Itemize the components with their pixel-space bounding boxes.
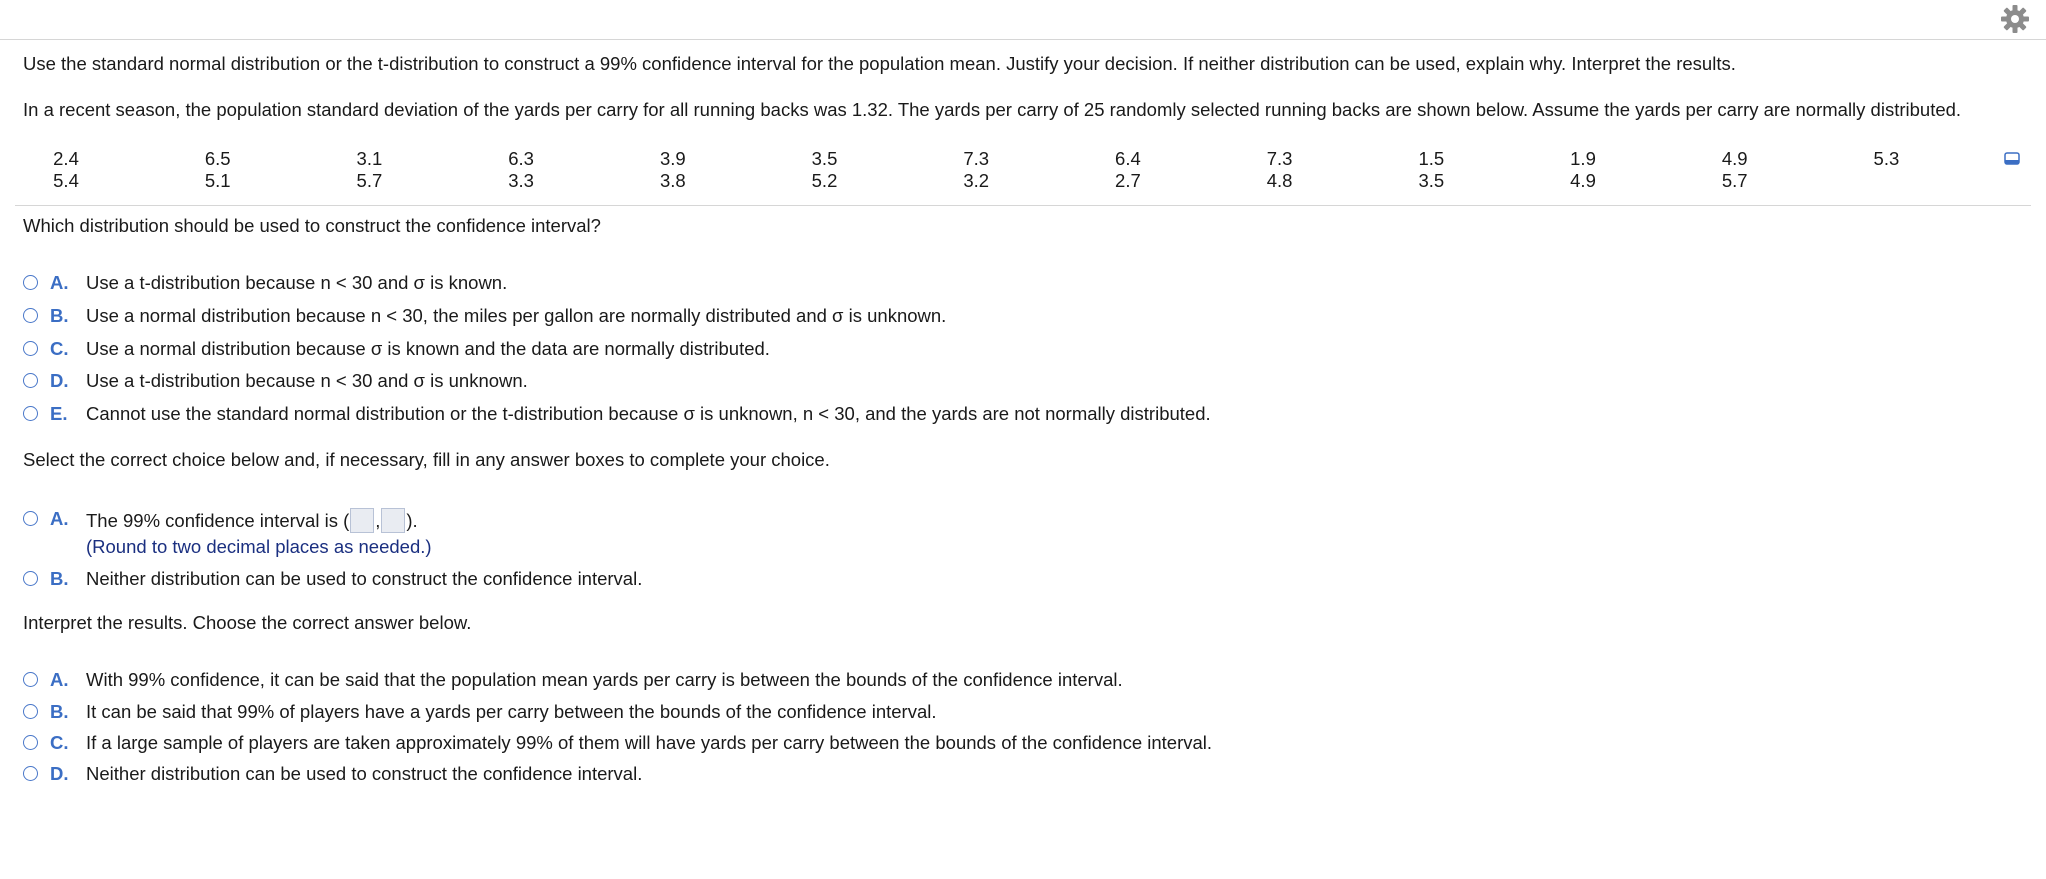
radio-button[interactable] — [23, 571, 38, 586]
divider — [15, 205, 2031, 206]
radio-button[interactable] — [23, 766, 38, 781]
top-toolbar — [0, 0, 2046, 40]
interval-upper-input[interactable] — [381, 508, 405, 533]
problem-instruction: Use the standard normal distribution or the t-distribution to construct a 99% confidence interval for the population mean. Justify your decision. If neither distribution can be used, explain why. Interpret the results. — [23, 53, 1736, 74]
data-cell: 3.5 — [1418, 170, 1445, 191]
copy-data-icon[interactable] — [2004, 152, 2020, 165]
radio-button[interactable] — [23, 672, 38, 687]
data-cell: 3.2 — [963, 170, 990, 191]
data-table — [23, 148, 1953, 194]
data-cell: 7.3 — [963, 148, 990, 169]
data-cell: 3.5 — [811, 148, 838, 169]
data-cell: 4.9 — [1721, 148, 1748, 169]
data-cell: 2.4 — [53, 148, 79, 169]
data-cell: 1.5 — [1418, 148, 1445, 169]
radio-button[interactable] — [23, 704, 38, 719]
data-cell: 4.8 — [1266, 170, 1293, 191]
interval-lower-input[interactable] — [350, 508, 374, 533]
gear-icon[interactable] — [1998, 2, 2032, 36]
data-cell: 5.1 — [204, 170, 231, 191]
data-cell: 7.3 — [1266, 148, 1293, 169]
radio-button[interactable] — [23, 308, 38, 323]
data-cell: 5.7 — [1721, 170, 1748, 191]
data-cell: 3.9 — [659, 148, 686, 169]
radio-button[interactable] — [23, 735, 38, 750]
data-cell: 3.1 — [356, 148, 383, 169]
data-cell: 6.3 — [508, 148, 534, 169]
question-3-prompt: Interpret the results. Choose the correct answer below. — [23, 612, 472, 633]
data-cell: 6.4 — [1115, 148, 1141, 169]
data-cell: 5.7 — [356, 170, 383, 191]
radio-button[interactable] — [23, 275, 38, 290]
question-2-prompt: Select the correct choice below and, if necessary, fill in any answer boxes to complete your choice. — [23, 449, 830, 470]
problem-description: In a recent season, the population standard deviation of the yards per carry for all running backs was 1.32. The yards per carry of 25 randomly selected running backs are shown below. Assume the yards per carry are normally distributed. — [23, 99, 1962, 120]
data-cell: 3.8 — [659, 170, 686, 191]
radio-button[interactable] — [23, 341, 38, 356]
data-cell: 2.7 — [1115, 170, 1141, 191]
data-cell: 4.9 — [1570, 170, 1596, 191]
question-1-prompt: Which distribution should be used to construct the confidence interval? — [23, 215, 601, 236]
radio-button[interactable] — [23, 511, 38, 526]
data-cell: 5.2 — [811, 170, 838, 191]
radio-button[interactable] — [23, 406, 38, 421]
data-cell: 5.3 — [1873, 148, 1900, 169]
data-cell: 1.9 — [1570, 148, 1596, 169]
data-cell: 6.5 — [204, 148, 231, 169]
rounding-hint: (Round to two decimal places as needed.) — [86, 536, 432, 557]
radio-button[interactable] — [23, 373, 38, 388]
data-cell: 3.3 — [508, 170, 534, 191]
data-cell: 5.4 — [53, 170, 79, 191]
